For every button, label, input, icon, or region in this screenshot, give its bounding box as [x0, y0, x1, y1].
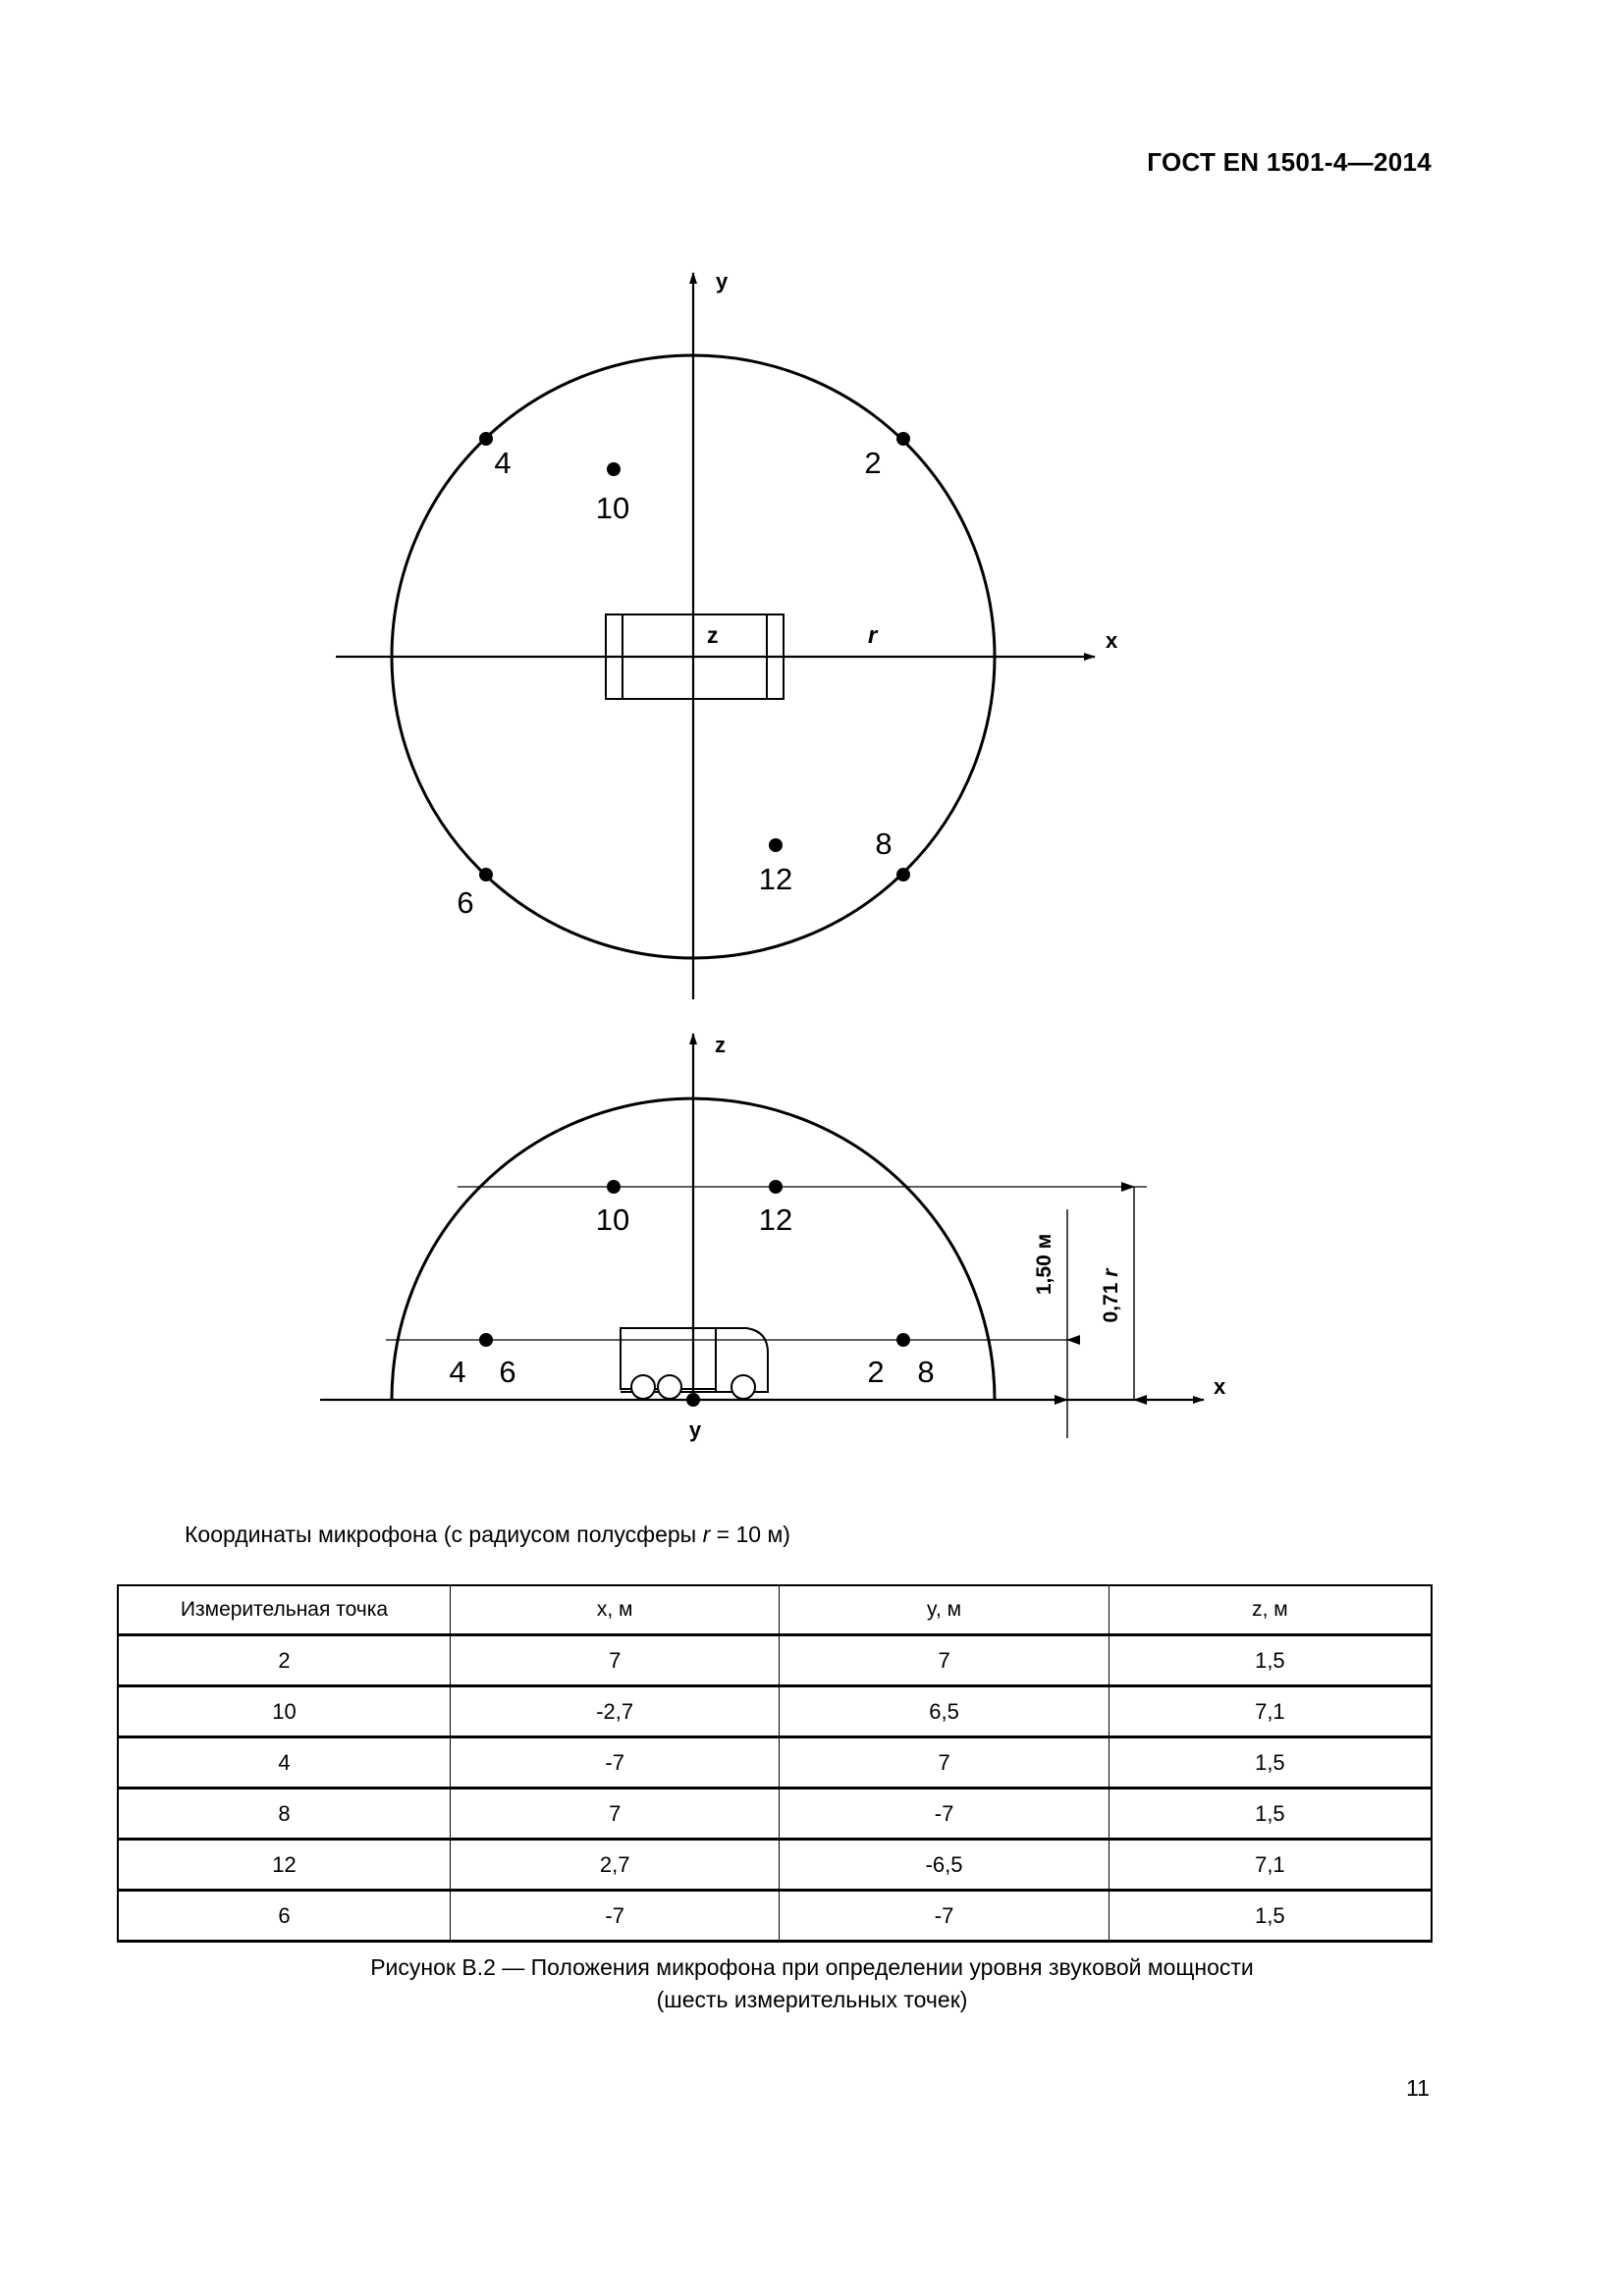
top-x-axis-label: x [1106, 628, 1118, 653]
dimension-0-71r-label: 0,71 r [1100, 1268, 1122, 1323]
table-cell: 10 [118, 1686, 451, 1737]
top-view [336, 269, 1118, 999]
document-header: ГОСТ EN 1501-4—2014 [1147, 147, 1432, 177]
point-12-marker [769, 838, 783, 852]
side-point-4-6-marker [479, 1333, 493, 1347]
table-cell: 6 [118, 1891, 451, 1942]
table-cell: 1,5 [1109, 1789, 1432, 1840]
center-z-label: z [707, 622, 719, 648]
table-cell: 6,5 [780, 1686, 1109, 1737]
table-row [118, 1686, 1432, 1737]
table-cell: 7 [780, 1737, 1109, 1789]
point-10-marker [607, 462, 621, 476]
side-point-8-label: 8 [917, 1355, 935, 1389]
side-z-axis-label: z [715, 1033, 726, 1057]
radius-label: r [868, 622, 878, 649]
dimension-0-71r [1100, 1187, 1134, 1400]
table-cell: 7,1 [1109, 1686, 1432, 1737]
table-cell: 2,7 [451, 1840, 780, 1891]
top-y-axis-label: y [716, 269, 729, 294]
origin-marker [686, 1393, 700, 1407]
point-2-marker [896, 432, 910, 446]
side-x-axis-label: x [1214, 1374, 1226, 1399]
table-cell: 12 [118, 1840, 451, 1891]
side-point-12-label: 12 [758, 1202, 793, 1237]
point-4-marker [479, 432, 493, 446]
table-cell: 7,1 [1109, 1840, 1432, 1891]
table-cell: 7 [780, 1635, 1109, 1686]
table-header-row [118, 1585, 1432, 1635]
side-point-12-marker [769, 1180, 783, 1194]
table-cell: -7 [451, 1737, 780, 1789]
col-header-x: x, м [451, 1585, 780, 1635]
col-header-y: y, м [780, 1585, 1109, 1635]
point-2-label: 2 [864, 446, 882, 480]
table-cell: 7 [451, 1635, 780, 1686]
side-point-10-marker [607, 1180, 621, 1194]
point-8-marker [896, 868, 910, 881]
side-y-axis-label: y [688, 1417, 702, 1442]
point-6-marker [479, 868, 493, 881]
table-cell: 1,5 [1109, 1635, 1432, 1686]
page-number: 11 [1406, 2075, 1430, 2101]
caption-line-2: (шесть измерительных точек) [656, 1987, 968, 2012]
table-cell: 1,5 [1109, 1891, 1432, 1942]
point-8-label: 8 [875, 827, 893, 861]
point-4-label: 4 [494, 446, 512, 480]
table-row [118, 1891, 1432, 1942]
figure-caption [0, 1951, 1624, 2016]
side-point-6-label: 6 [499, 1355, 516, 1389]
side-point-2-label: 2 [867, 1355, 885, 1389]
coordinates-table [117, 1584, 1433, 1943]
col-header-point: Измерительная точка [118, 1585, 451, 1635]
table-row [118, 1840, 1432, 1891]
table-cell: -7 [780, 1891, 1109, 1942]
point-6-label: 6 [457, 885, 474, 920]
col-header-z: z, м [1109, 1585, 1432, 1635]
table-cell: 2 [118, 1635, 451, 1686]
point-10-label: 10 [595, 491, 630, 525]
side-point-4-label: 4 [449, 1355, 466, 1389]
side-point-10-label: 10 [595, 1202, 630, 1237]
table-cell: 8 [118, 1789, 451, 1840]
table-cell: -7 [780, 1789, 1109, 1840]
caption-line-1: Рисунок В.2 — Положения микрофона при определении уровня звуковой мощности [370, 1954, 1254, 1980]
table-row [118, 1635, 1432, 1686]
table-cell: 1,5 [1109, 1737, 1432, 1789]
dimension-1-50 [1033, 1209, 1067, 1438]
table-row [118, 1789, 1432, 1840]
coordinates-title: Координаты микрофона (с радиусом полусферы r = 10 м) [185, 1522, 790, 1547]
point-12-label: 12 [758, 862, 793, 896]
side-point-2-8-marker [896, 1333, 910, 1347]
table-cell: -2,7 [451, 1686, 780, 1737]
dimension-1-50-label: 1,50 м [1033, 1233, 1056, 1296]
table-cell: 7 [451, 1789, 780, 1840]
table-cell: -7 [451, 1891, 780, 1942]
table-cell: -6,5 [780, 1840, 1109, 1891]
table-row [118, 1737, 1432, 1789]
table-cell: 4 [118, 1737, 451, 1789]
side-view [320, 1033, 1226, 1442]
